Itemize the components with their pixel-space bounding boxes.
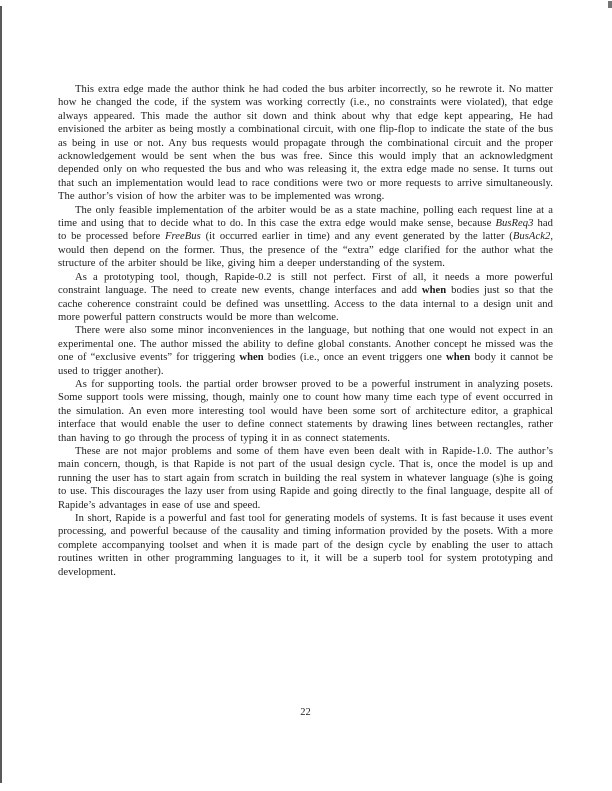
text-segment: This extra edge made the author think he had coded the bus arbiter incorrectly, so he rewrote it. No matter how he changed the code, if the system was working correctly (i.e., no constraints were violated), that edge always appeared. This made the author sit down and think about why that edge kept appearing, He had envisioned the arbiter as being mostly a combinational circuit, with one flip-flop to indicate the state of the bus as being in use or not. Any bus requests would propagate through the combinational circuit and the proper acknowledgement would be sent when the bus was free. Since this would imply that an acknowledgment depended only on who requested the bus and who was releasing it, the extra edge made no sense. It turns out that such an implementation would lead to race conditions were two or more requests to arrive simultaneously. The author’s vision of how the arbiter was to be implemented was wrong. xyxy=(58,84,553,203)
italic-term: BusAck2 xyxy=(512,231,551,243)
paragraph xyxy=(58,378,553,445)
bold-keyword: when xyxy=(446,352,471,364)
text-segment: As for supporting tools. the partial order browser proved to be a powerful instrument in analyzing posets. Some support tools were missing, though, mainly one to count how many time each type of event occurred in the simulation. An even more interesting tool would have been some sort of architecture editor, a graphical interface that would enable the user to define connect statements by drawing lines between rectangles, rather than having to go through the process of typing it in as connect statements. xyxy=(58,378,553,444)
italic-term: FreeBus xyxy=(164,231,201,243)
text-segment: In short, Rapide is a powerful and fast tool for generating models of systems. It is fast because it uses event processing, and powerful because of the causality and timing information provided by the posets. With a more complete accompanying toolset and when it is made part of the design cycle by enabling the user to attach routines written in other programming languages to it, it will be a superb tool for system prototyping and development. xyxy=(58,513,553,578)
text-segment: bodies (i.e., once an event triggers one xyxy=(263,352,447,364)
paragraph xyxy=(58,83,553,204)
text-segment: The only feasible implementation of the arbiter would be as a state machine, polling each request line at a time and using that to decide what to do. In this case the extra edge would make sense, because xyxy=(58,204,553,230)
body-text xyxy=(58,83,553,579)
paragraph xyxy=(58,324,553,378)
text-segment: As a prototyping tool, though, Rapide-0.2 is still not perfect. First of all, it needs a more powerful constraint language. The need to create new events, change interfaces and add xyxy=(58,271,553,297)
scan-artifact-left-edge xyxy=(0,6,2,783)
text-segment: had to be processed before xyxy=(58,218,554,243)
text-segment: body it cannot be used to trigger another). xyxy=(58,352,553,377)
italic-term: BusReq3 xyxy=(495,218,534,230)
paragraph xyxy=(58,512,553,579)
paragraph xyxy=(58,271,553,325)
text-segment: There were also some minor inconveniences in the language, but nothing that one would not expect in an experimental one. The author missed the ability to define global constants. Another concept he missed was the one of “exclusive events” for triggering xyxy=(58,325,553,364)
paragraph xyxy=(58,445,553,512)
paragraph xyxy=(58,204,553,271)
text-segment: bodies just so that the cache coherence constraint could be defined was unsettling. Access to the data internal to a design unit and more powerful pattern constructs would be more than welcome. xyxy=(58,285,553,323)
text-segment: These are not major problems and some of them have even been dealt with in Rapide-1.0. The author’s main concern, though, is that Rapide is not part of the usual design cycle. That is, once the model is up and running the user has to start again from scratch in building the real system in whatever language (s)he is going to use. This discourages the lazy user from using Rapide and going directly to the final language, despite all of Rapide’s advantages in ease of use and speed. xyxy=(58,445,553,511)
bold-keyword: when xyxy=(421,285,447,297)
text-segment: , would then depend on the former. Thus, the presence of the “extra” edge clarified for the author what the structure of the arbiter should be like, giving him a deeper understanding of the system. xyxy=(58,231,554,270)
text-segment: (it occurred earlier in time) and any event generated by the latter ( xyxy=(200,231,513,243)
bold-keyword: when xyxy=(239,352,264,364)
page-number: 22 xyxy=(300,707,311,718)
scan-artifact-top-right-corner xyxy=(608,1,612,8)
